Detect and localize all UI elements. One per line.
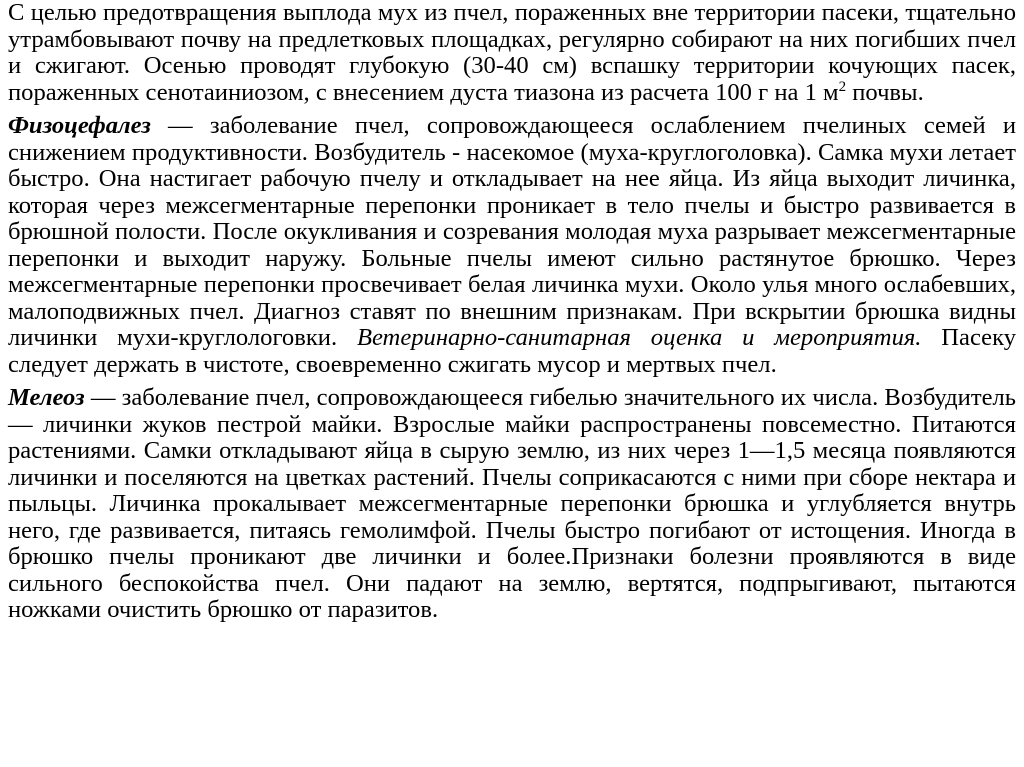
disease-term: Мелеоз bbox=[8, 384, 85, 411]
section-subhead: Ветеринарно-санитарная оценка и мероприятия. bbox=[356, 324, 922, 351]
paragraph-text: С целью предотвращения выплода мух из пчел, пораженных вне территории пасеки, тщательно утрамбовывают почву на предлетковых площадках, регулярно собирают на них погибших пчел и сжигают. Осенью проводят глубокую (30-40 см) вспашку территории кочующих пасек, пораженных сенотаиниозом, с внесением дуста тиазона из расчета 100 г на 1 м bbox=[8, 0, 1016, 106]
disease-term: Физоцефалез bbox=[8, 112, 151, 139]
paragraph-text-end: Пасеку следует держать в чистоте, своевременно сжигать мусор и мертвых пчел. bbox=[8, 324, 1016, 378]
paragraph-physocephalosis bbox=[8, 113, 1016, 378]
paragraph-text-end: почвы. bbox=[846, 78, 924, 106]
paragraph-sanitary-measures bbox=[8, 0, 1016, 106]
paragraph-text: — заболевание пчел, сопровождающееся ослаблением пчелиных семей и снижением продуктивности. Возбудитель - насекомое (муха-круглоголовка). Самка мухи летает быстро. Она настигает рабочую пчелу и откладывает на нее яйца. Из яйца выходит личинка, которая через межсегментарные перепонки проникает в тело пчелы и быстро развивается в брюшной полости. После окукливания и созревания молодая муха разрывает межсегментарные перепонки и выходит наружу. Больные пчелы имеют сильно растянутое брюшко. Через межсегментарные перепонки просвечивает белая личинка мухи. Около улья много ослабевших, малоподвижных пчел. Диагноз ставят по внешним признакам. При вскрытии брюшка видны личинки мухи-круглологовки. bbox=[8, 112, 1016, 351]
paragraph-meloosis bbox=[8, 385, 1016, 624]
superscript-exponent: 2 bbox=[838, 78, 847, 95]
paragraph-text: — заболевание пчел, сопровождающееся гибелью значительного их числа. Возбудитель — личинки жуков пестрой майки. Взрослые майки распространены повсеместно. Питаются растениями. Самки откладывают яйца в сырую землю, из них через 1—1,5 месяца появляются личинки и поселяются на цветках растений. Пчелы соприкасаются с ними при сборе нектара и пыльцы. Личинка прокалывает межсегментарные перепонки брюшка и углубляется внутрь него, где развивается, питаясь гемолимфой. Пчелы быстро погибают от истощения. Иногда в брюшко пчелы проникают две личинки и более.Признаки болезни проявляются в виде сильного беспокойства пчел. Они падают на землю, вертятся, подпрыгивают, пытаются ножками очистить брюшко от паразитов. bbox=[8, 384, 1016, 623]
